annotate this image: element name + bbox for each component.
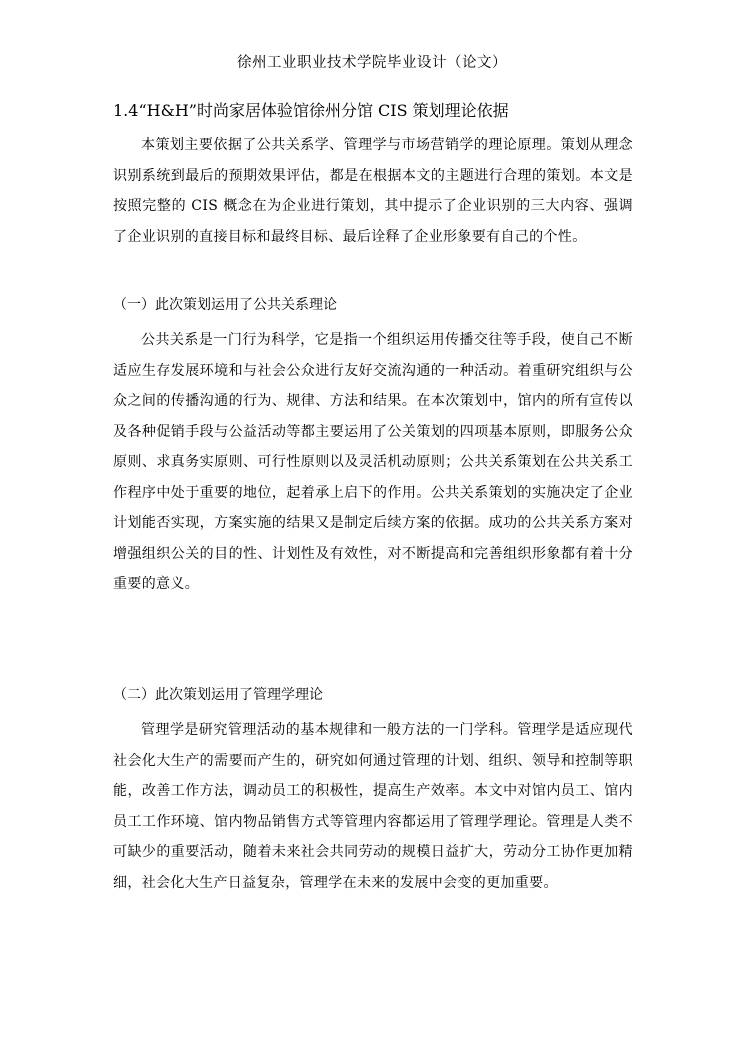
management-paragraph: 管理学是研究管理活动的基本规律和一般方法的一门学科。管理学是适应现代社会化大生产的需要而产生的，研究如何通过管理的计划、组织、领导和控制等职能，改善工作方法，调动员工的积极性，提高生产效率。本文中对馆内员工、馆内员工工作环境、馆内物品销售方式等管理内容都运用了管理学理论。管理是人类不可缺少的重要活动，随着未来社会共同劳动的规模日益扩大，劳动分工协作更加精细，社会化大生产日益复杂，管理学在未来的发展中会变的更加重要。	[113, 722, 633, 891]
intro-paragraph: 本策划主要依据了公共关系学、管理学与市场营销学的理论原理。策划从理念识别系统到最后的预期效果评估，都是在根据本文的主题进行合理的策划。本文是按照完整的 CIS 概念在为企业进行策划，其中提示了企业识别的三大内容、强调了企业识别的直接目标和最终目标、最后诠释了企业形象要有自己的个性。	[113, 137, 633, 245]
public-relations-paragraph: 公共关系是一门行为科学，它是指一个组织运用传播交往等手段，使自己不断适应生存发展环境和与社会公众进行友好交流沟通的一种活动。着重研究组织与公众之间的传播沟通的行为、规律、方法和结果。在本次策划中，馆内的所有宣传以及各种促销手段与公益活动等都主要运用了公关策划的四项基本原则，即服务公众原则、求真务实原则、可行性原则以及灵活机动原则；公共关系策划在公共关系工作程序中处于重要的地位，起着承上启下的作用。公共关系策划的实施决定了企业计划能否实现，方案实施的结果又是制定后续方案的依据。成功的公共关系方案对增强组织公关的目的性、计划性及有效性，对不断提高和完善组织形象都有着十分重要的意义。	[113, 332, 633, 592]
section-title: 1.4“H&H”时尚家居体验馆徐州分馆 CIS 策划理论依据	[113, 101, 509, 120]
page-header: 徐州工业职业技术学院毕业设计（论文）	[237, 55, 507, 71]
subsection-heading-management: （二）此次策划运用了管理学理论	[113, 687, 323, 703]
subsection-heading-public-relations: （一）此次策划运用了公共关系理论	[113, 297, 337, 313]
